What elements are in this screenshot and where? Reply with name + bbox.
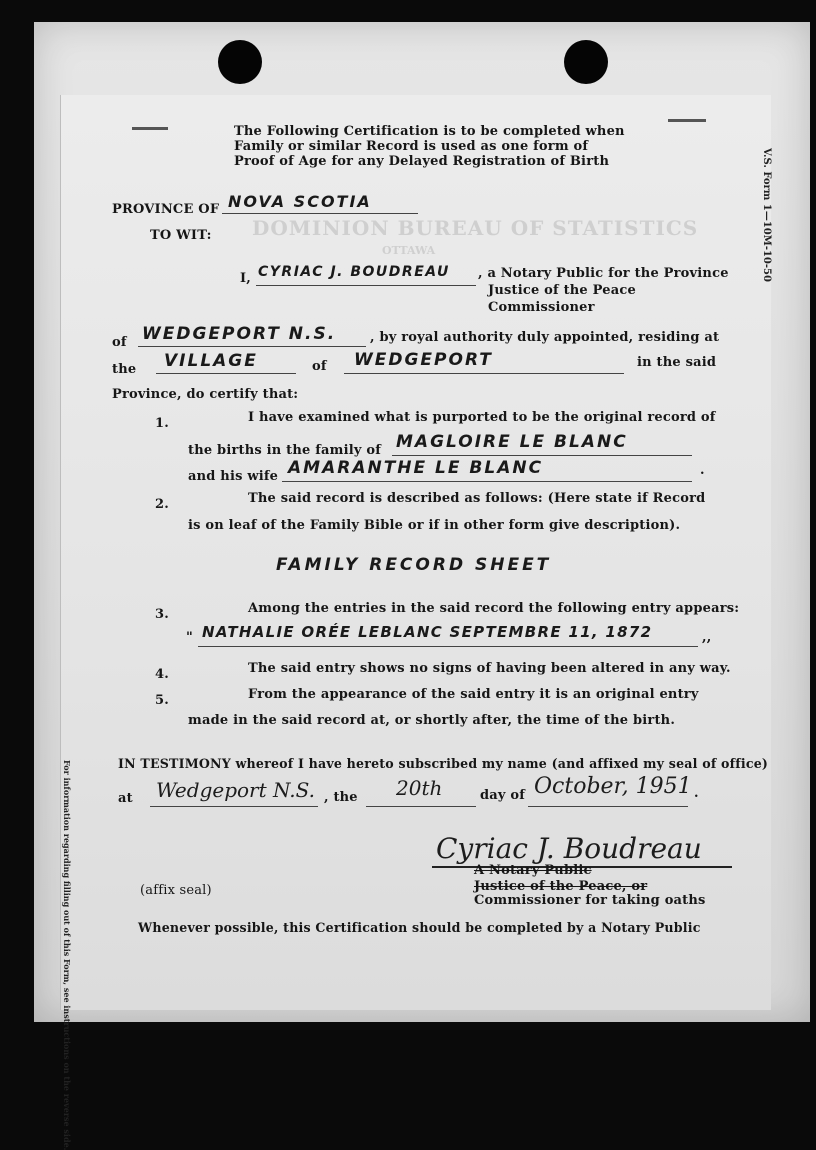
in-said-text: in the said bbox=[637, 355, 717, 370]
wife-underline bbox=[282, 481, 692, 482]
wife-name: AMARANTHE LE BLANC bbox=[288, 458, 544, 478]
residence-village: WEDGEPORT bbox=[354, 350, 493, 370]
province-underline bbox=[222, 213, 418, 214]
ghost-ottawa-text: OTTAWA bbox=[382, 244, 436, 257]
item-2-text-a: The said record is described as follows: (Here state if Record bbox=[248, 491, 706, 506]
birth-entry: NATHALIE ORÉE LEBLANC SEPTEMBRE 11, 1872 bbox=[202, 623, 653, 641]
affix-seal-label: (affix seal) bbox=[140, 883, 212, 898]
testimony-at: at bbox=[118, 791, 133, 806]
family-name: MAGLOIRE LE BLANC bbox=[396, 432, 628, 452]
commissioner-label: Commissioner for taking oaths bbox=[474, 893, 706, 908]
item-2-number: 2. bbox=[155, 497, 169, 512]
residence-type: VILLAGE bbox=[164, 351, 258, 371]
residence-place-underline bbox=[138, 346, 366, 347]
ghost-bureau-text: DOMINION BUREAU OF STATISTICS bbox=[252, 216, 699, 240]
officer-name: CYRIAC J. BOUDREAU bbox=[258, 264, 450, 280]
officer-title-2: Justice of the Peace bbox=[488, 283, 636, 298]
header-dash-right bbox=[668, 119, 706, 122]
notary-signature: Cyriac J. Boudreau bbox=[436, 832, 702, 865]
item-4-text: The said entry shows no signs of having been altered in any way. bbox=[248, 661, 731, 676]
testimony-day-of: day of bbox=[480, 788, 526, 803]
item-5-text-b: made in the said record at, or shortly after, the time of the birth. bbox=[188, 713, 676, 728]
item-1-number: 1. bbox=[155, 416, 169, 431]
family-underline bbox=[392, 455, 692, 456]
header-line-2: Family or similar Record is used as one form of bbox=[234, 139, 589, 154]
testimony-the: , the bbox=[324, 790, 358, 805]
item-4-number: 4. bbox=[155, 667, 169, 682]
justice-label: Justice of the Peace, or bbox=[474, 879, 648, 894]
entry-quote-close: ,, bbox=[702, 630, 712, 645]
testimony-month-year: October, 1951 bbox=[534, 774, 692, 799]
testimony-place: Wedgeport N.S. bbox=[156, 778, 315, 802]
testimony-month-underline bbox=[528, 806, 688, 807]
residence-village-underline bbox=[344, 373, 624, 374]
testimony-day-underline bbox=[366, 806, 476, 807]
officer-title-3: Commissioner bbox=[488, 300, 595, 315]
notary-public-label: A Notary Public bbox=[474, 863, 592, 878]
item-5-number: 5. bbox=[155, 693, 169, 708]
testimony-line: IN TESTIMONY whereof I have hereto subscribed my name (and affixed my seal of office) bbox=[118, 756, 769, 771]
testimony-place-underline bbox=[150, 806, 318, 807]
testimony-end: . bbox=[694, 786, 699, 801]
record-description: FAMILY RECORD SHEET bbox=[276, 555, 552, 575]
instructions-side-text: For information regarding filling out of this Form, see instructions on the reverse side. bbox=[62, 760, 72, 1150]
item-1-text-c: and his wife bbox=[188, 469, 279, 484]
province-value: NOVA SCOTIA bbox=[228, 192, 372, 211]
residence-place: WEDGEPORT N.S. bbox=[142, 324, 337, 344]
item-2-text-b: is on leaf of the Family Bible or if in other form give description). bbox=[188, 518, 681, 533]
header-dash-left bbox=[132, 127, 168, 130]
appointed-text: , by royal authority duly appointed, residing at bbox=[370, 330, 720, 345]
item-1-text-a: I have examined what is purported to be the original record of bbox=[248, 410, 716, 425]
item-3-text: Among the entries in the said record the following entry appears: bbox=[248, 601, 740, 616]
item-1-text-b: the births in the family of bbox=[188, 443, 381, 458]
punch-hole-left bbox=[218, 40, 262, 84]
item-1-period: . bbox=[700, 463, 705, 478]
to-wit-label: TO WIT: bbox=[150, 228, 212, 243]
header-line-3: Proof of Age for any Delayed Registration of Birth bbox=[234, 154, 610, 169]
footer-note: Whenever possible, this Certification should be completed by a Notary Public bbox=[138, 920, 701, 935]
province-label: PROVINCE OF bbox=[112, 202, 220, 217]
province-certify-text: Province, do certify that: bbox=[112, 387, 299, 402]
item-5-text-a: From the appearance of the said entry it is an original entry bbox=[248, 687, 699, 702]
punch-hole-right bbox=[564, 40, 608, 84]
officer-name-underline bbox=[256, 285, 476, 286]
form-number-side-text: V.S. Form 1—10M-10-50 bbox=[761, 148, 772, 282]
testimony-day: 20th bbox=[396, 776, 443, 800]
entry-quote-open: " bbox=[186, 630, 193, 645]
officer-title-1: , a Notary Public for the Province bbox=[478, 266, 729, 281]
birth-entry-underline bbox=[198, 646, 698, 647]
of-label: of bbox=[112, 335, 127, 350]
header-line-1: The Following Certification is to be completed when bbox=[234, 124, 625, 139]
residence-type-underline bbox=[156, 373, 296, 374]
officer-prefix: I, bbox=[240, 271, 252, 286]
item-3-number: 3. bbox=[155, 607, 169, 622]
of-label-2: of bbox=[312, 359, 327, 374]
the-label: the bbox=[112, 362, 137, 377]
